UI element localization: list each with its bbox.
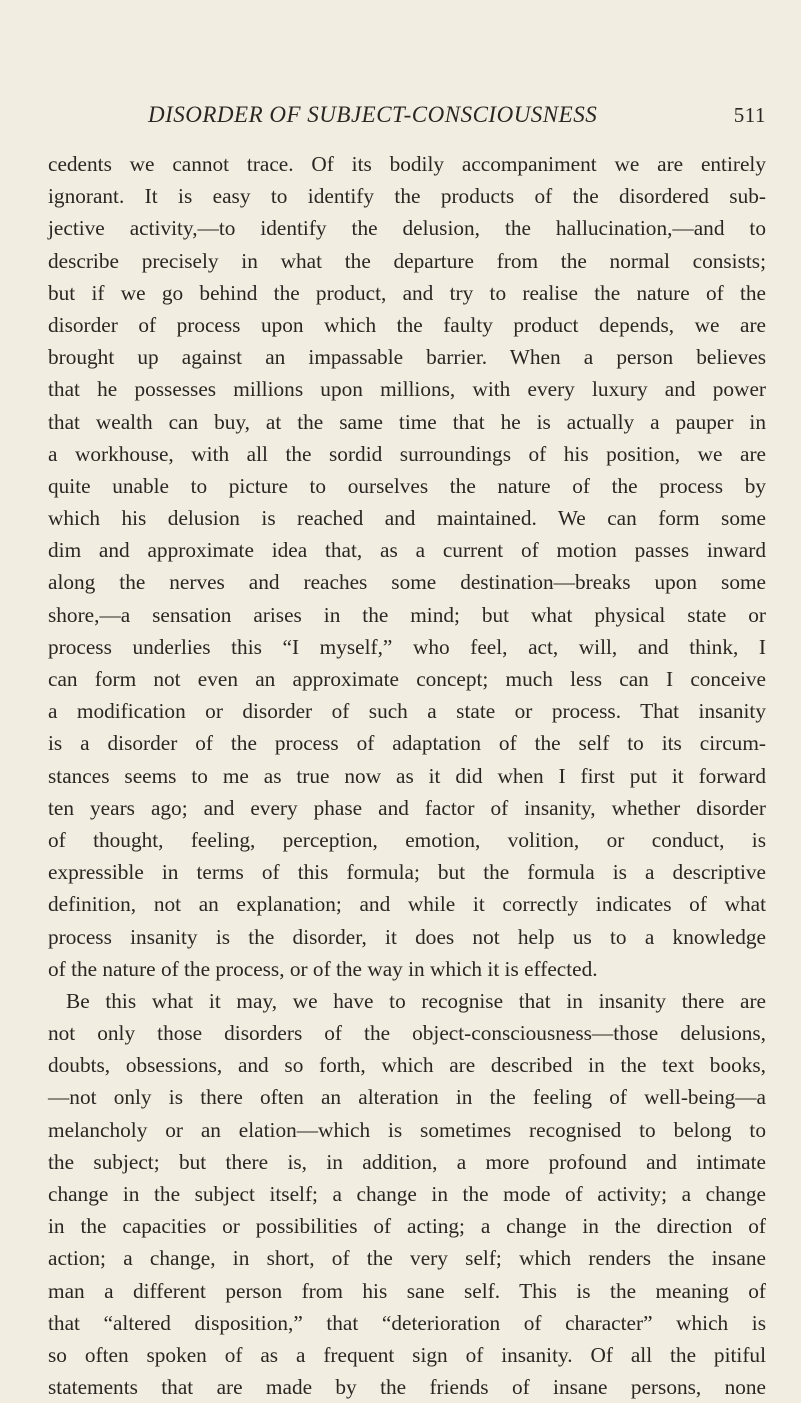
text-line: action; a change, in short, of the very self; which renders the insane	[48, 1246, 766, 1271]
text-line: that wealth can buy, at the same time that he is actually a pauper in	[48, 409, 766, 434]
text-line: change in the subject itself; a change in the mode of activity; a change	[48, 1182, 766, 1206]
text-line: describe precisely in what the departure from the normal consists;	[48, 248, 766, 273]
text-line: cedents we cannot trace. Of its bodily accompaniment we are entirely	[48, 152, 766, 176]
text-line: dim and approximate idea that, as a current of motion passes inward	[48, 538, 766, 563]
text-line: but if we go behind the product, and try to realise the nature of the	[48, 280, 766, 305]
text-line: not only those disorders of the object-consciousness—those delusions,	[48, 1021, 766, 1046]
text-line: definition, not an explanation; and while it correctly indicates of what	[48, 892, 766, 917]
text-line: of thought, feeling, perception, emotion, volition, or conduct, is	[48, 827, 766, 852]
text-line: can form not even an approximate concept; much less can I conceive	[48, 667, 766, 691]
text-line: the subject; but there is, in addition, a more profound and intimate	[48, 1149, 766, 1174]
text-line: expressible in terms of this formula; but the formula is a descriptive	[48, 860, 766, 885]
body-text	[48, 148, 766, 1403]
page-number: 511	[733, 103, 766, 127]
text-line: disorder of process upon which the faulty product depends, we are	[48, 312, 766, 337]
running-title: DISORDER OF SUBJECT-CONSCIOUSNESS	[148, 102, 598, 127]
text-line: along the nerves and reaches some destination—breaks upon some	[48, 570, 766, 595]
text-line: doubts, obsessions, and so forth, which are described in the text books,	[48, 1053, 766, 1078]
running-head	[48, 98, 766, 132]
text-line: so often spoken of as a frequent sign of insanity. Of all the pitiful	[48, 1342, 766, 1367]
text-line: shore,—a sensation arises in the mind; but what physical state or	[48, 602, 766, 627]
text-line: ten years ago; and every phase and factor of insanity, whether disorder	[48, 795, 766, 820]
text-line: Be this what it may, we have to recognise that in insanity there are	[66, 988, 766, 1013]
text-line: that he possesses millions upon millions, with every luxury and power	[48, 377, 766, 402]
text-line: in the capacities or possibilities of acting; a change in the direction of	[48, 1214, 766, 1239]
text-line: stances seems to me as true now as it did when I first put it forward	[48, 763, 766, 788]
text-line: melancholy or an elation—which is sometimes recognised to belong to	[48, 1117, 766, 1142]
text-line: a modification or disorder of such a state or process. That insanity	[48, 699, 766, 724]
text-line: —not only is there often an alteration in the feeling of well-being—a	[48, 1085, 766, 1110]
text-line: process underlies this “I myself,” who feel, act, will, and think, I	[48, 634, 766, 659]
text-line: jective activity,—to identify the delusion, the hallucination,—and to	[48, 216, 766, 241]
text-line: process insanity is the disorder, it does not help us to a knowledge	[48, 924, 766, 949]
text-line: man a different person from his sane self. This is the meaning of	[48, 1278, 766, 1303]
text-line: statements that are made by the friends of insane persons, none	[48, 1375, 766, 1400]
text-line: a workhouse, with all the sordid surroundings of his position, we are	[48, 441, 766, 466]
text-line: ignorant. It is easy to identify the products of the disordered sub-	[48, 184, 766, 209]
text-line: which his delusion is reached and maintained. We can form some	[48, 506, 766, 531]
text-line: quite unable to picture to ourselves the nature of the process by	[48, 473, 766, 498]
text-line: of the nature of the process, or of the way in which it is effected.	[48, 956, 598, 981]
text-line: that “altered disposition,” that “deterioration of character” which is	[48, 1310, 766, 1335]
text-line: is a disorder of the process of adaptation of the self to its circum-	[48, 731, 766, 756]
text-line: brought up against an impassable barrier. When a person believes	[48, 345, 766, 370]
